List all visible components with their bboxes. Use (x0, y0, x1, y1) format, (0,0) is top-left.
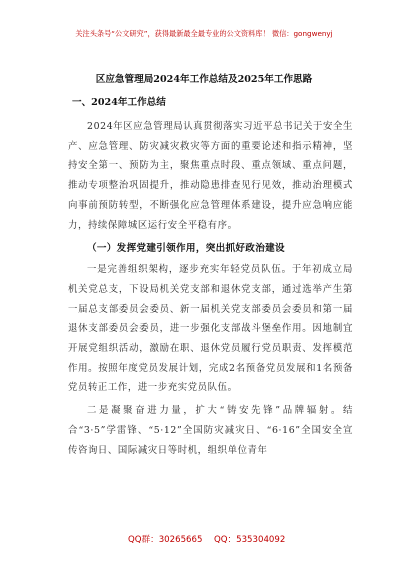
qq-number-text: QQ：535304092 (214, 535, 286, 545)
subsection-heading: （一）发挥党建引领作用，突出抓好政治建设 (87, 243, 285, 255)
section-heading: 一、2024年工作总结 (72, 97, 166, 108)
document-body (68, 94, 353, 460)
body-paragraph-2: 二是凝聚奋进力量，扩大“铸安先锋”品牌辐射。结合“3·5”学雷锋、“5·12”全国防灾减灾日、“6·16”全国安全宣传咨询日、国际减灾日等时机，组织单位青年 (68, 405, 353, 456)
qq-group-text: QQ群：30265665 (128, 535, 203, 545)
top-banner: 关注头条号“公文研究”，获得最新最全最专业的公文资料库！ 微信：gongwenyj (75, 29, 333, 38)
intro-paragraph: 2024年区应急管理局认真贯彻落实习近平总书记关于安全生产、应急管理、防灾减灾救灾等方面的重要论述和指示精神，坚持安全第一、预防为主，聚焦重点时段、重点领域、重点问题，推动专项整治巩固提升，推动隐患排查见行见效，推动治理模式向事前预防转型，不断强化应急管理体系建设，提升应急响应能力，持续保障城区运行安全平稳有序。 (68, 121, 353, 231)
document-title: 区应急管理局2024年工作总结及2025年工作思路 (95, 74, 313, 85)
body-paragraph-1: 一是完善组织架构，逐步充实年轻党员队伍。于年初成立局机关党总支，下设局机关党支部和退休党支部，通过选举产生第一届总支部委员会委员、新一届机关党支部委员会委员和第一届退休支部委员会委员，进一步强化支部战斗堡垒作用。因地制宜开展党组织活动，激励在职、退休党员履行党员职责、发挥模范作用。按照年度党员发展计划，完成2名预备党员发展和1名预备党员转正工作，进一步充实党员队伍。 (68, 264, 353, 394)
